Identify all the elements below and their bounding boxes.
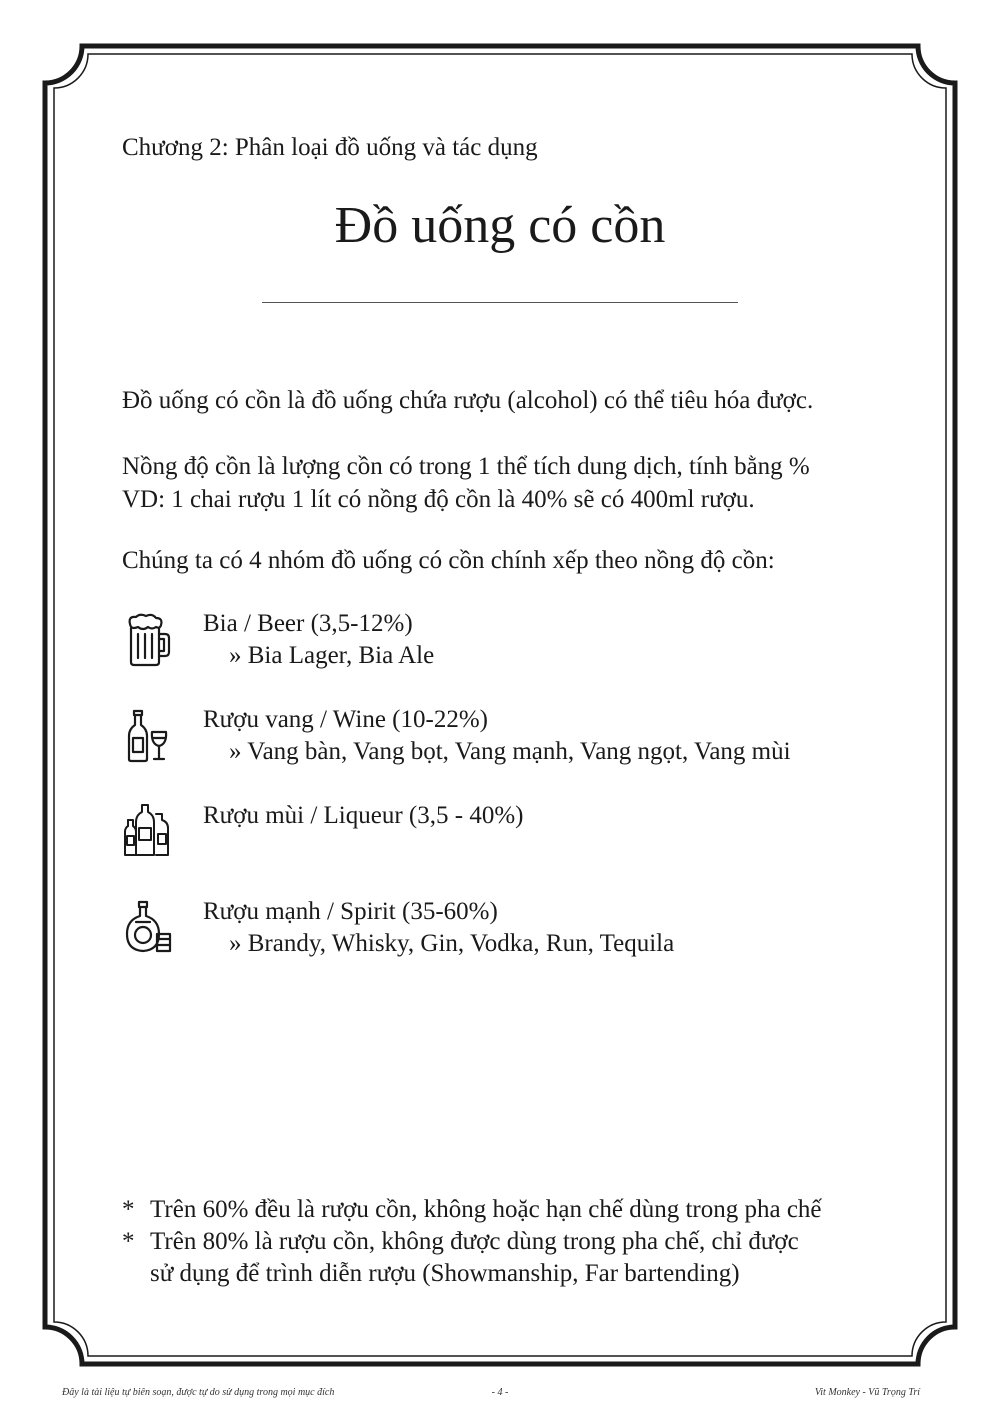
note-item [122,1194,910,1226]
category-title: Rượu mạnh / Spirit (35-60%) [203,898,498,925]
chapter-heading: Chương 2: Phân loại đồ uống và tác dụng [122,134,538,161]
category-beer [203,608,434,672]
concentration-line: Nồng độ cồn là lượng cồn có trong 1 thể tích dung dịch, tính bằng % [122,453,810,480]
liqueur-bottles-icon [122,802,174,858]
category-liqueur [203,800,523,832]
wine-bottle-glass-icon [122,708,174,764]
title-divider [262,302,738,303]
note-bullet: * [122,1228,135,1255]
footer-left-note: Đây là tài liệu tự biên soạn, được tự do sử dụng trong mọi mục đích [62,1387,335,1398]
example-line: VD: 1 chai rượu 1 lít có nồng độ cồn là 40% sẽ có 400ml rượu. [122,486,755,513]
category-title: Bia / Beer (3,5-12%) [203,610,413,637]
note-text-continued: sử dụng để trình diễn rượu (Showmanship, Far bartending) [150,1260,740,1287]
concentration-paragraph [122,450,810,516]
groups-intro: Chúng ta có 4 nhóm đồ uống có cồn chính xếp theo nồng độ cồn: [122,547,775,574]
note-text: Trên 80% là rượu cồn, không được dùng trong pha chế, chỉ được [150,1228,799,1255]
category-subtypes: » Brandy, Whisky, Gin, Vodka, Run, Tequila [229,930,675,957]
note-bullet: * [122,1196,135,1223]
definition-paragraph: Đồ uống có cồn là đồ uống chứa rượu (alcohol) có thể tiêu hóa được. [122,387,814,414]
note-text: Trên 60% đều là rượu cồn, không hoặc hạn chế dùng trong pha chế [150,1196,822,1223]
category-wine [203,704,791,768]
category-subtypes: » Bia Lager, Bia Ale [229,642,435,669]
notes [122,1194,910,1290]
page-number: - 4 - [491,1387,509,1398]
category-subtypes: » Vang bàn, Vang bọt, Vang mạnh, Vang ngọt, Vang mùi [229,738,791,765]
spirit-decanter-icon [122,898,174,954]
footer-author: Vit Monkey - Vũ Trọng Trí [814,1387,920,1398]
page-title: Đồ uống có cồn [334,197,666,254]
category-title: Rượu vang / Wine (10-22%) [203,706,488,733]
beer-mug-icon [122,612,174,668]
note-item [122,1226,910,1290]
category-spirit [203,896,674,960]
category-title: Rượu mùi / Liqueur (3,5 - 40%) [203,802,524,829]
